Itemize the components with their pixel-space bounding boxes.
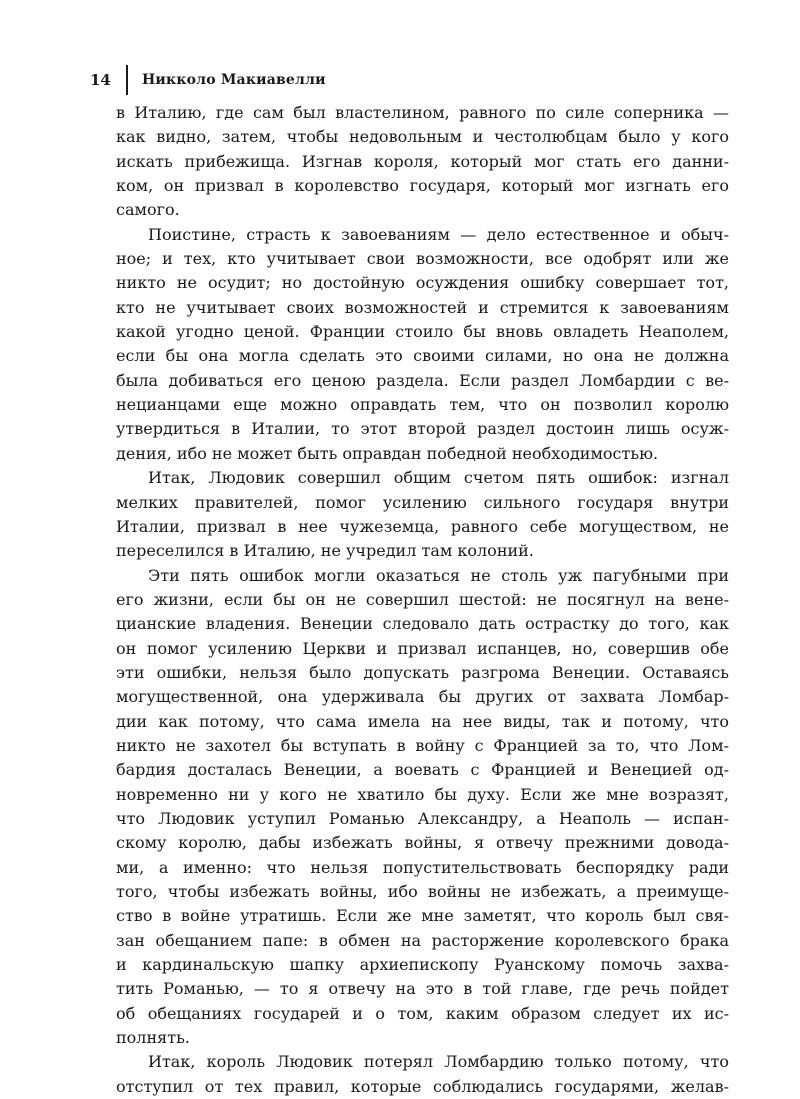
text-line: Эти пять ошибок могли оказаться не столь уж пагубными при [148, 565, 729, 585]
text-line: Италии, призвал в нее чужеземца, равного себе могуществом, не [116, 516, 729, 536]
text-line: отступил от тех правил, которые соблюдались государями, желав- [116, 1076, 729, 1096]
text-line: ное; и тех, кто учитывает свои возможности, все одобрят или же [116, 249, 729, 269]
text-line: как видно, затем, чтобы недовольным и честолюбцам было у кого [116, 127, 729, 147]
text-line: могущественной, она удерживала бы других от захвата Ломбар- [116, 687, 729, 707]
text-line: цианские владения. Венеции следовало дать острастку до того, как [116, 614, 729, 634]
text-line: дения, ибо не может быть оправдан победной необходимостью. [116, 443, 659, 463]
text-line: дии как потому, что сама имела на нее виды, так и потому, что [116, 711, 729, 731]
text-line: Поистине, страсть к завоеваниям — дело естественное и обыч- [148, 224, 729, 244]
text-line: Итак, Людовик совершил общим счетом пять ошибок: изгнал [148, 468, 729, 488]
book-title: Никколо Макиавелли [142, 72, 326, 88]
text-line: никто не захотел бы вступать в войну с Францией за то, что Лом- [116, 735, 729, 755]
body-text [116, 101, 729, 1099]
text-line: в Италию, где сам был властелином, равного по силе соперника — [116, 103, 729, 122]
text-line: ми, а именно: что нельзя попустительствовать беспорядку ради [116, 857, 729, 877]
header-divider [126, 65, 128, 95]
page-number: 14 [90, 71, 111, 89]
text-line: утвердиться в Италии, то этот второй раздел достоин лишь осуж- [116, 419, 729, 439]
text-line: и кардинальскую шапку архиепископу Руанскому помочь захва- [116, 955, 729, 975]
text-line: какой угодно ценой. Франции стоило бы вновь овладеть Неаполем, [116, 322, 729, 342]
text-line: кто не учитывает своих возможностей и стремится к завоеваниям [116, 297, 729, 317]
text-line: Итак, король Людовик потерял Ломбардию только потому, что [148, 1052, 729, 1072]
text-line: эти ошибки, нельзя было допускать разгрома Венеции. Оставаясь [116, 662, 729, 682]
text-line: скому королю, дабы избежать войны, я отвечу прежними довода- [116, 833, 729, 853]
text-line: самого. [116, 200, 180, 220]
text-line: его жизни, если бы он не совершил шестой: не посягнул на вене- [116, 589, 729, 609]
running-head [90, 64, 326, 96]
text-line: мелких правителей, помог усилению сильного государя внутри [116, 492, 729, 512]
text-line: зан обещанием папе: в обмен на расторжение королевского брака [116, 930, 729, 950]
text-line: переселился в Италию, не учредил там колоний. [116, 541, 534, 561]
text-line: ство в войне утратишь. Если же мне заметят, что король был свя- [116, 906, 729, 926]
text-line: новременно ни у кого не хватило бы духу. Если же мне возразят, [116, 784, 729, 804]
text-line: нецианцами еще можно оправдать тем, что он позволил королю [116, 395, 729, 415]
text-line: он помог усилению Церкви и призвал испанцев, но, совершив обе [116, 638, 729, 658]
text-line: что Людовик уступил Романью Александру, а Неаполь — испан- [116, 808, 729, 828]
text-line: об обещаниях государей и о том, каким образом следует их ис- [116, 1003, 729, 1023]
text-line: бардия досталась Венеции, а воевать с Францией и Венецией од- [116, 760, 729, 780]
text-line: полнять. [116, 1028, 190, 1048]
text-line: искать прибежища. Изгнав короля, который мог стать его данни- [116, 151, 729, 171]
text-line: тить Романью, — то я отвечу на это в той главе, где речь пойдет [116, 979, 729, 999]
text-line: того, чтобы избежать войны, ибо войны не избежать, а преимуще- [116, 882, 729, 901]
text-line: никто не осудит; но достойную осуждения ошибку совершает тот, [116, 273, 729, 293]
text-line: ком, он призвал в королевство государя, который мог изгнать его [116, 176, 729, 196]
text-line: была добиваться его ценою раздела. Если раздел Ломбардии с ве- [116, 370, 729, 390]
text-line: если бы она могла сделать это своими силами, но она не должна [116, 346, 729, 366]
